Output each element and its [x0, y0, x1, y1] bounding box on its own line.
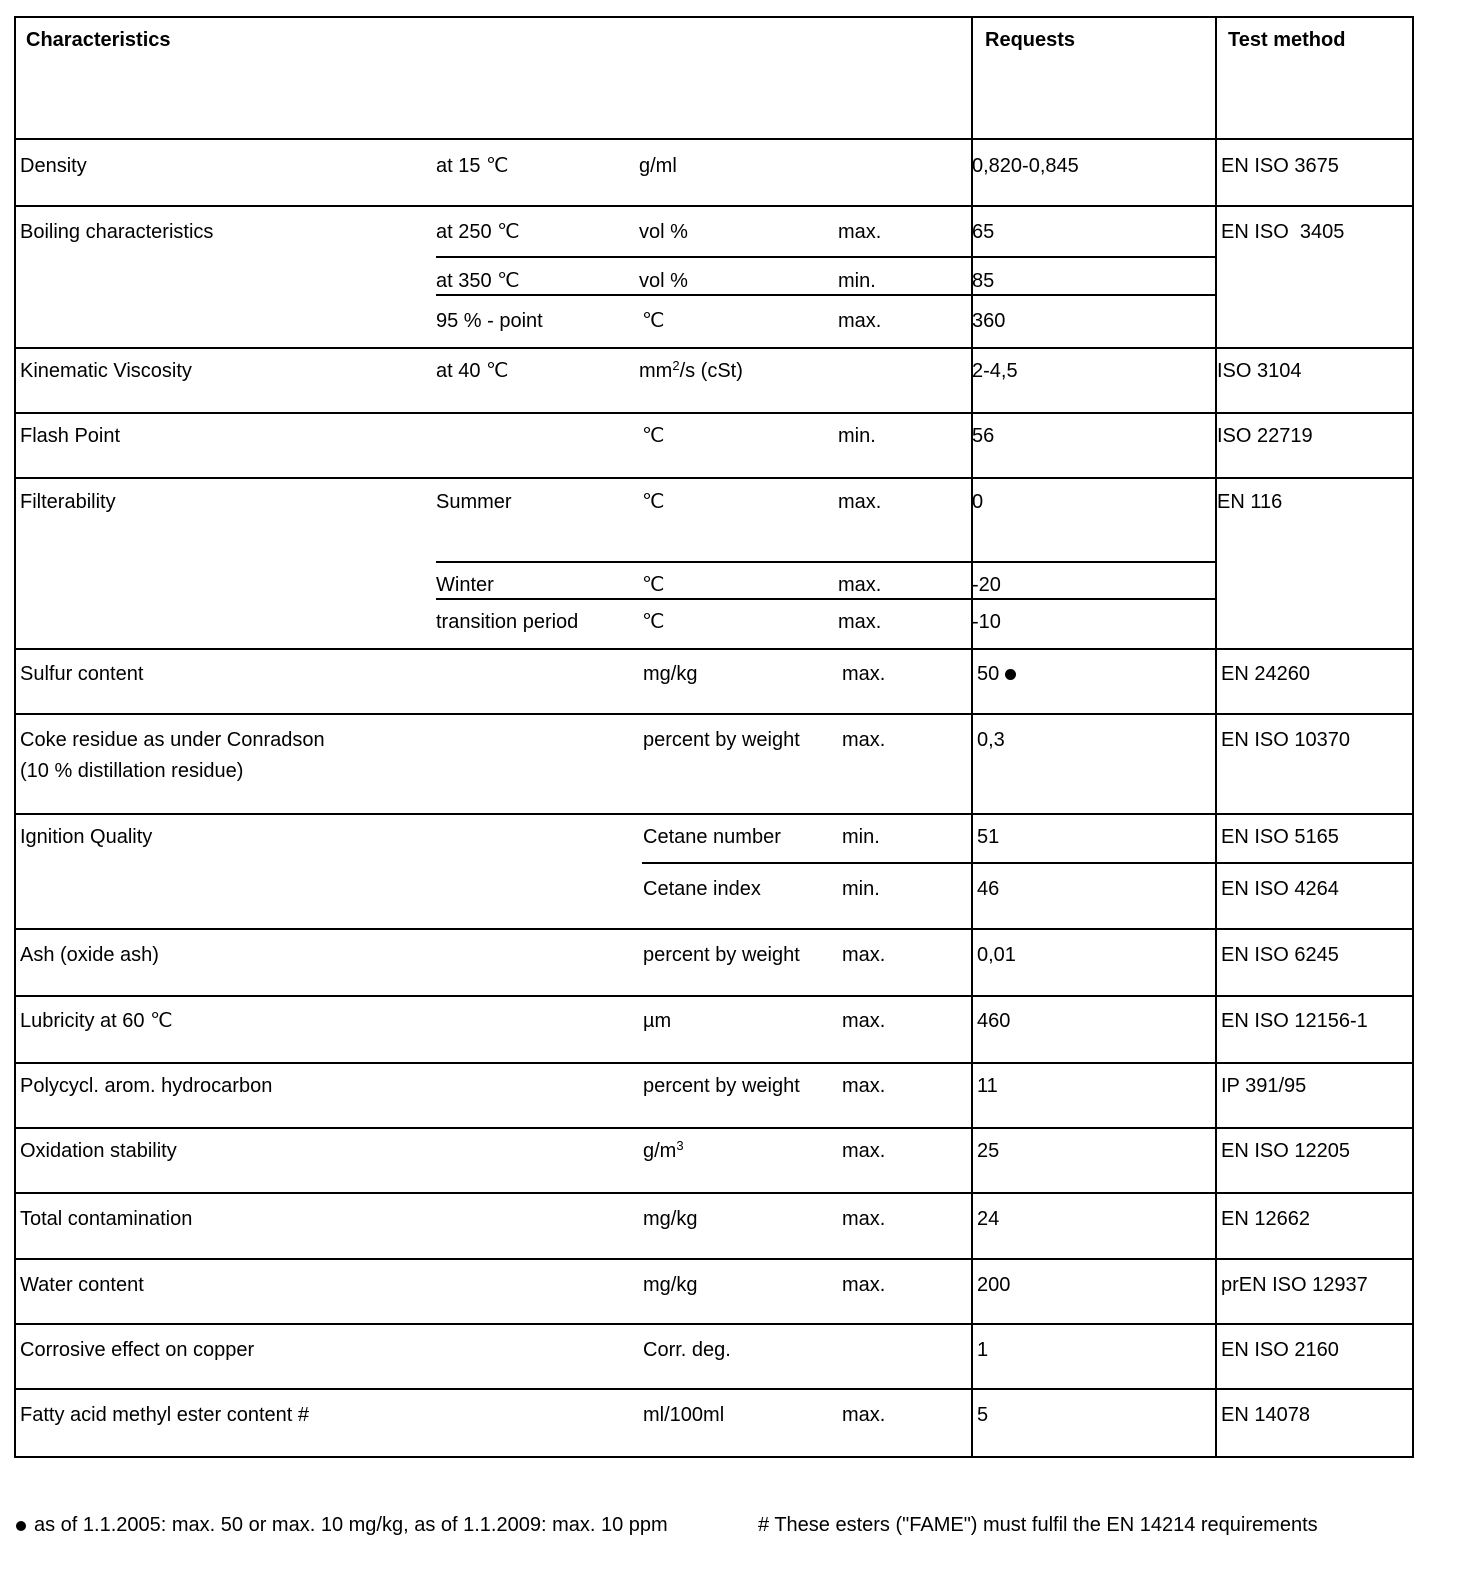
- row-separator: [16, 477, 1412, 479]
- row-separator: [16, 1323, 1412, 1325]
- water-unit: mg/kg: [643, 1274, 698, 1296]
- cetane-number-method: EN ISO 5165: [1221, 826, 1339, 848]
- copper-value: 1: [977, 1339, 989, 1361]
- row-separator: [16, 347, 1412, 349]
- coke-unit: percent by weight: [643, 729, 800, 751]
- boiling-250-unit: vol %: [639, 221, 688, 243]
- sub-row-separator: [436, 294, 1217, 296]
- header-characteristics: Characteristics: [26, 29, 171, 51]
- filterability-summer-limit: max.: [838, 491, 882, 513]
- lubricity-name: Lubricity at 60 ℃: [20, 1010, 173, 1032]
- fame-unit: ml/100ml: [643, 1404, 725, 1426]
- oxidation-method: EN ISO 12205: [1221, 1140, 1350, 1162]
- filterability-transition-condition: transition period: [436, 611, 579, 633]
- contamination-unit: mg/kg: [643, 1208, 698, 1230]
- footnote-fame: # These esters ("FAME") must fulfil the EN 14214 requirements: [758, 1514, 1318, 1536]
- boiling-350-limit: min.: [838, 270, 876, 292]
- fame-limit: max.: [842, 1404, 886, 1426]
- ash-method: EN ISO 6245: [1221, 944, 1339, 966]
- row-separator: [16, 713, 1412, 715]
- ash-limit: max.: [842, 944, 886, 966]
- water-name: Water content: [20, 1274, 144, 1296]
- coke-value: 0,3: [977, 729, 1005, 751]
- viscosity-unit-base: mm: [639, 360, 673, 382]
- density-method: EN ISO 3675: [1221, 155, 1339, 177]
- sub-row-separator: [436, 561, 1217, 563]
- viscosity-value: 2-4,5: [972, 360, 1018, 382]
- cetane-index-method: EN ISO 4264: [1221, 878, 1339, 900]
- fame-name: Fatty acid methyl ester content #: [20, 1404, 310, 1426]
- row-separator: [16, 648, 1412, 650]
- boiling-method: EN ISO 3405: [1221, 221, 1345, 243]
- boiling-95-value: 360: [972, 310, 1006, 332]
- row-separator: [16, 1062, 1412, 1064]
- filterability-transition-limit: max.: [838, 611, 882, 633]
- row-separator: [16, 1388, 1412, 1390]
- viscosity-condition: at 40 ℃: [436, 360, 509, 382]
- row-separator: [16, 1192, 1412, 1194]
- contamination-name: Total contamination: [20, 1208, 193, 1230]
- row-separator: [16, 1127, 1412, 1129]
- polycycl-limit: max.: [842, 1075, 886, 1097]
- row-separator: [16, 813, 1412, 815]
- oxidation-limit: max.: [842, 1140, 886, 1162]
- density-name: Density: [20, 155, 87, 177]
- density-value: 0,820-0,845: [972, 155, 1079, 177]
- cetane-number-limit: min.: [842, 826, 880, 848]
- cetane-index-value: 46: [977, 878, 1000, 900]
- sub-row-separator: [436, 598, 1217, 600]
- sulfur-limit: max.: [842, 663, 886, 685]
- water-method: prEN ISO 12937: [1221, 1274, 1368, 1296]
- flash-name: Flash Point: [20, 425, 121, 447]
- water-limit: max.: [842, 1274, 886, 1296]
- sulfur-value: 50: [977, 663, 1000, 685]
- coke-limit: max.: [842, 729, 886, 751]
- bullet-footnote-marker-icon: [1005, 669, 1016, 680]
- sulfur-value-cell: [977, 664, 1016, 684]
- oxidation-unit: [643, 1138, 684, 1162]
- coke-name: Coke residue as under Conradson: [20, 729, 325, 751]
- flash-method: ISO 22719: [1217, 425, 1313, 447]
- sub-row-separator: [436, 256, 1217, 258]
- contamination-limit: max.: [842, 1208, 886, 1230]
- copper-unit: Corr. deg.: [643, 1339, 731, 1361]
- copper-method: EN ISO 2160: [1221, 1339, 1339, 1361]
- polycycl-name: Polycycl. arom. hydrocarbon: [20, 1075, 273, 1097]
- row-separator: [16, 995, 1412, 997]
- sulfur-name: Sulfur content: [20, 663, 144, 685]
- sub-row-separator: [642, 862, 1412, 864]
- viscosity-method: ISO 3104: [1217, 360, 1302, 382]
- boiling-name: Boiling characteristics: [20, 221, 214, 243]
- density-unit: g/ml: [639, 155, 677, 177]
- flash-unit: ℃: [642, 425, 665, 447]
- filterability-name: Filterability: [20, 491, 116, 513]
- row-separator: [16, 1258, 1412, 1260]
- fame-method: EN 14078: [1221, 1404, 1310, 1426]
- header-test-method: Test method: [1228, 29, 1346, 51]
- viscosity-unit-rest: /s (cSt): [679, 360, 743, 382]
- contamination-method: EN 12662: [1221, 1208, 1310, 1230]
- water-value: 200: [977, 1274, 1011, 1296]
- header-requests: Requests: [985, 29, 1076, 51]
- sulfur-method: EN 24260: [1221, 663, 1310, 685]
- lubricity-method: EN ISO 12156-1: [1221, 1010, 1368, 1032]
- viscosity-unit-superscript: 2: [672, 358, 680, 373]
- fame-value: 5: [977, 1404, 989, 1426]
- specification-table: [14, 16, 1414, 1458]
- boiling-250-limit: max.: [838, 221, 882, 243]
- row-separator: [16, 205, 1412, 207]
- polycycl-method: IP 391/95: [1221, 1075, 1307, 1097]
- boiling-250-condition: at 250 ℃: [436, 221, 520, 243]
- filterability-summer-value: 0: [972, 491, 984, 513]
- row-separator: [16, 412, 1412, 414]
- bullet-icon: [16, 1521, 26, 1531]
- cetane-index-unit: Cetane index: [643, 878, 761, 900]
- flash-value: 56: [972, 425, 995, 447]
- ash-unit: percent by weight: [643, 944, 800, 966]
- density-condition: at 15 ℃: [436, 155, 509, 177]
- filterability-transition-unit: ℃: [642, 611, 665, 633]
- sulfur-unit: mg/kg: [643, 663, 698, 685]
- boiling-350-unit: vol %: [639, 270, 688, 292]
- cetane-index-limit: min.: [842, 878, 880, 900]
- filterability-summer-unit: ℃: [642, 491, 665, 513]
- ignition-name: Ignition Quality: [20, 826, 153, 848]
- boiling-250-value: 65: [972, 221, 995, 243]
- cetane-number-unit: Cetane number: [643, 826, 781, 848]
- filterability-summer-condition: Summer: [436, 491, 512, 513]
- footnote-sulfur: [16, 1513, 676, 1537]
- viscosity-name: Kinematic Viscosity: [20, 360, 192, 382]
- viscosity-unit: [639, 358, 743, 382]
- boiling-350-condition: at 350 ℃: [436, 270, 520, 292]
- filterability-winter-condition: Winter: [436, 574, 494, 596]
- boiling-95-condition: 95 % - point: [436, 310, 543, 332]
- polycycl-value: 11: [977, 1075, 998, 1097]
- ash-value: 0,01: [977, 944, 1016, 966]
- lubricity-value: 460: [977, 1010, 1011, 1032]
- oxidation-unit-superscript: 3: [676, 1138, 684, 1153]
- coke-name-line2: (10 % distillation residue): [20, 760, 244, 782]
- lubricity-unit: µm: [643, 1010, 672, 1032]
- column-divider-test-method: [1215, 18, 1217, 1456]
- ash-name: Ash (oxide ash): [20, 944, 159, 966]
- filterability-winter-unit: ℃: [642, 574, 665, 596]
- oxidation-value: 25: [977, 1140, 1000, 1162]
- row-separator: [16, 138, 1412, 140]
- coke-method: EN ISO 10370: [1221, 729, 1350, 751]
- filterability-transition-value: -10: [972, 611, 1001, 633]
- copper-name: Corrosive effect on copper: [20, 1339, 255, 1361]
- flash-limit: min.: [838, 425, 876, 447]
- filterability-winter-limit: max.: [838, 574, 882, 596]
- filterability-method: EN 116: [1217, 491, 1283, 513]
- oxidation-name: Oxidation stability: [20, 1140, 177, 1162]
- cetane-number-value: 51: [977, 826, 1000, 848]
- boiling-350-value: 85: [972, 270, 995, 292]
- lubricity-limit: max.: [842, 1010, 886, 1032]
- contamination-value: 24: [977, 1208, 1000, 1230]
- oxidation-unit-base: g/m: [643, 1140, 677, 1162]
- boiling-95-limit: max.: [838, 310, 882, 332]
- row-separator: [16, 928, 1412, 930]
- filterability-winter-value: -20: [972, 574, 1001, 596]
- polycycl-unit: percent by weight: [643, 1075, 800, 1097]
- boiling-95-unit: ℃: [642, 310, 665, 332]
- footnote-sulfur-text: as of 1.1.2005: max. 50 or max. 10 mg/kg, as of 1.1.2009: max. 10 ppm: [34, 1514, 668, 1536]
